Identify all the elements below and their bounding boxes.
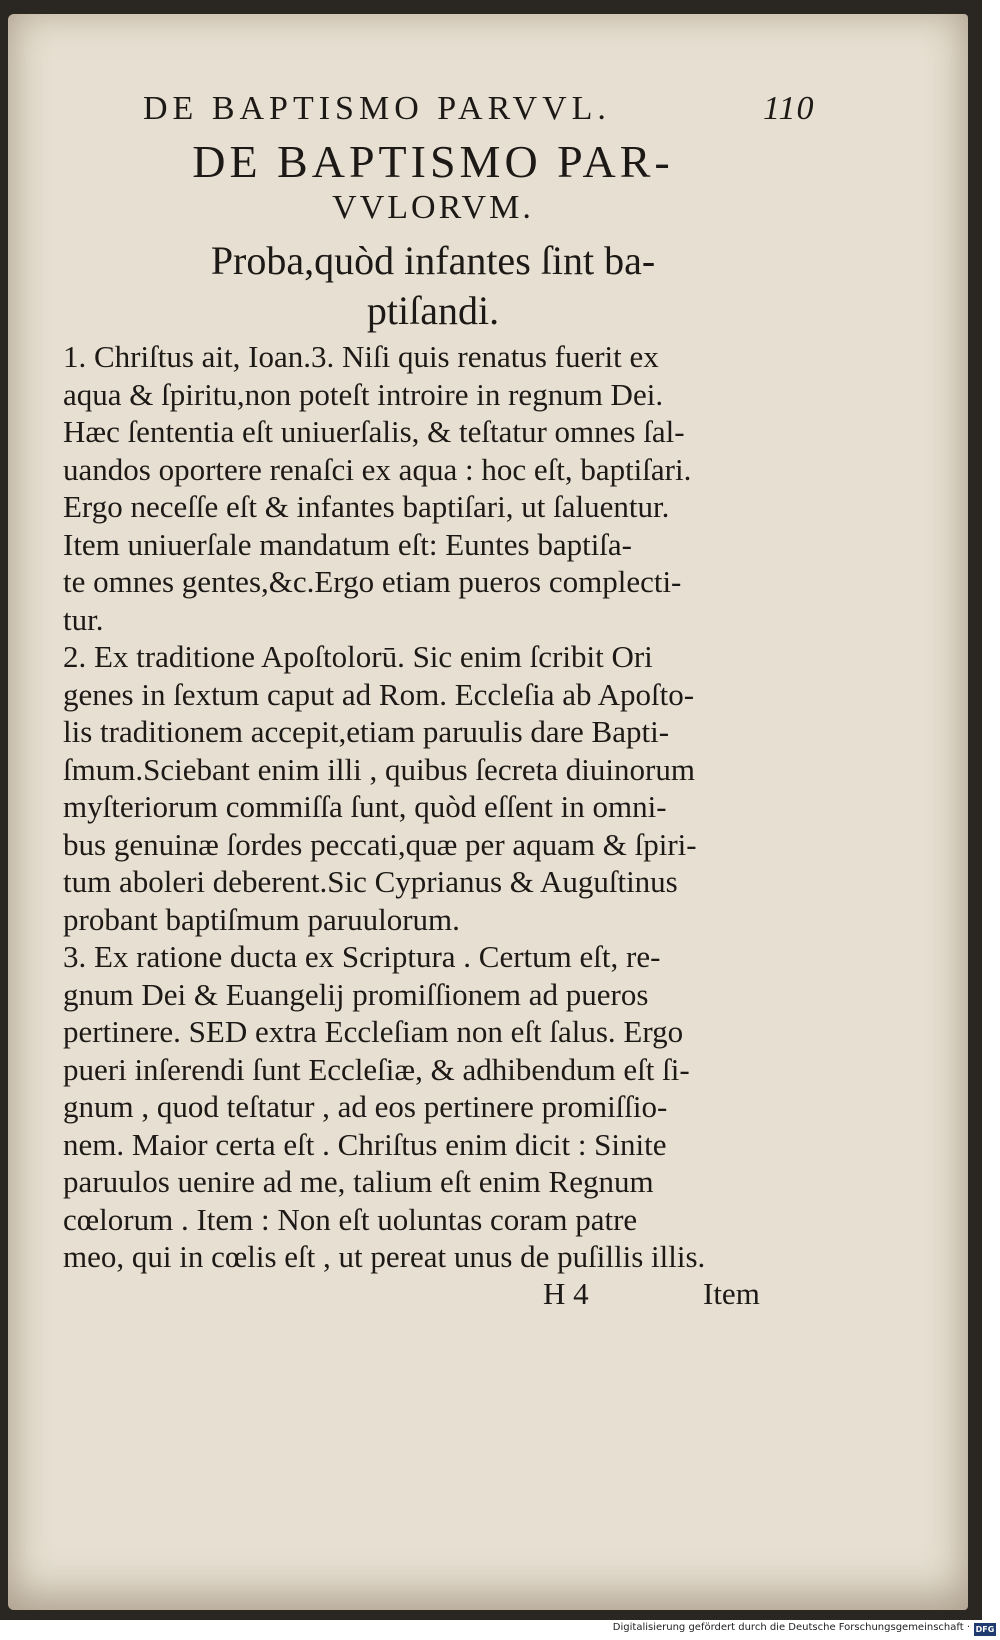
text-line: uandos oportere renaſci ex aqua : hoc eſt, baptiſari. <box>63 451 692 487</box>
text-line: paruulos uenire ad me, talium eſt enim Regnum <box>63 1164 654 1199</box>
dfg-logo: DFG <box>975 1625 995 1634</box>
text-line: 3. Ex ratione ducta ex Scriptura . Certum eſt, re- <box>63 939 661 974</box>
text-line: 2. Ex traditione Apoſtolorū. Sic enim ſcribit Ori <box>63 639 653 674</box>
text-line: 1. Chriſtus ait, Ioan.3. Niſi quis renatus fuerit ex <box>63 339 659 374</box>
text-line: bus genuinæ ſordes peccati,quæ per aquam & ſpiri- <box>63 826 697 862</box>
page-content <box>63 86 823 1316</box>
chapter-title-line-2: VVLORVM. <box>332 189 534 226</box>
text-line: Ergo neceſſe eſt & infantes baptiſari, ut ſaluentur. <box>63 489 670 524</box>
text-line: aqua & ſpiritu,non poteſt introire in regnum Dei. <box>63 376 664 412</box>
text-line: tur. <box>63 601 104 637</box>
text-line: genes in ſextum caput ad Rom. Eccleſia ab Apoſto- <box>63 676 695 712</box>
text-line: Item uniuerſale mandatum eſt: Euntes baptiſa- <box>63 526 633 562</box>
book-page <box>8 14 968 1610</box>
funding-note: Digitalisierung gefördert durch die Deutsche Forschungsgemeinschaft · <box>612 1622 970 1633</box>
text-line: probant baptiſmum paruulorum. <box>63 901 460 937</box>
text-line: Hæc ſententia eſt uniuerſalis, & teſtatur omnes ſal- <box>63 414 685 449</box>
chapter-title-line-1: DE BAPTISMO PAR- <box>192 136 674 187</box>
text-line: gnum , quod teſtatur , ad eos pertinere promiſſio- <box>63 1089 668 1124</box>
text-line: ſmum.Sciebant enim illi , quibus ſecreta diuinorum <box>63 751 695 787</box>
subtitle-line-2: ptiſandi. <box>366 288 500 333</box>
footer-bar <box>0 1620 1000 1640</box>
text-line: nem. Maior certa eſt . Chriſtus enim dicit : Sinite <box>63 1126 667 1162</box>
text-line: lis traditionem accepit,etiam paruulis dare Bapti- <box>63 714 670 749</box>
text-line: myſteriorum commiſſa ſunt, quòd eſſent in omni- <box>63 789 667 824</box>
body-text <box>63 338 823 1276</box>
running-head <box>63 86 823 136</box>
catchword: Item <box>703 1275 760 1311</box>
section-subtitle <box>123 236 743 336</box>
text-line: meo, qui in cœlis eſt , ut pereat unus de puſillis illis. <box>63 1239 706 1274</box>
text-line: cœlorum . Item : Non eſt uoluntas coram patre <box>63 1201 638 1237</box>
chapter-title <box>103 136 763 228</box>
text-line: pertinere. SED extra Eccleſiam non eſt ſalus. Ergo <box>63 1014 684 1049</box>
signature-mark: H 4 <box>543 1275 589 1311</box>
text-line: pueri inſerendi ſunt Eccleſiæ, & adhibendum eſt ſi- <box>63 1051 690 1087</box>
text-line: tum aboleri deberent.Sic Cyprianus & Auguſtinus <box>63 864 678 899</box>
running-head-title: DE BAPTISMO PARVVL. <box>143 90 611 127</box>
page-number: 110 <box>763 90 815 127</box>
text-line: te omnes gentes,&c.Ergo etiam pueros complecti- <box>63 564 682 599</box>
subtitle-line-1: Proba,quòd infantes ſint ba- <box>210 238 656 283</box>
catchline <box>63 1276 823 1316</box>
text-line: gnum Dei & Euangelij promiſſionem ad pueros <box>63 976 649 1012</box>
